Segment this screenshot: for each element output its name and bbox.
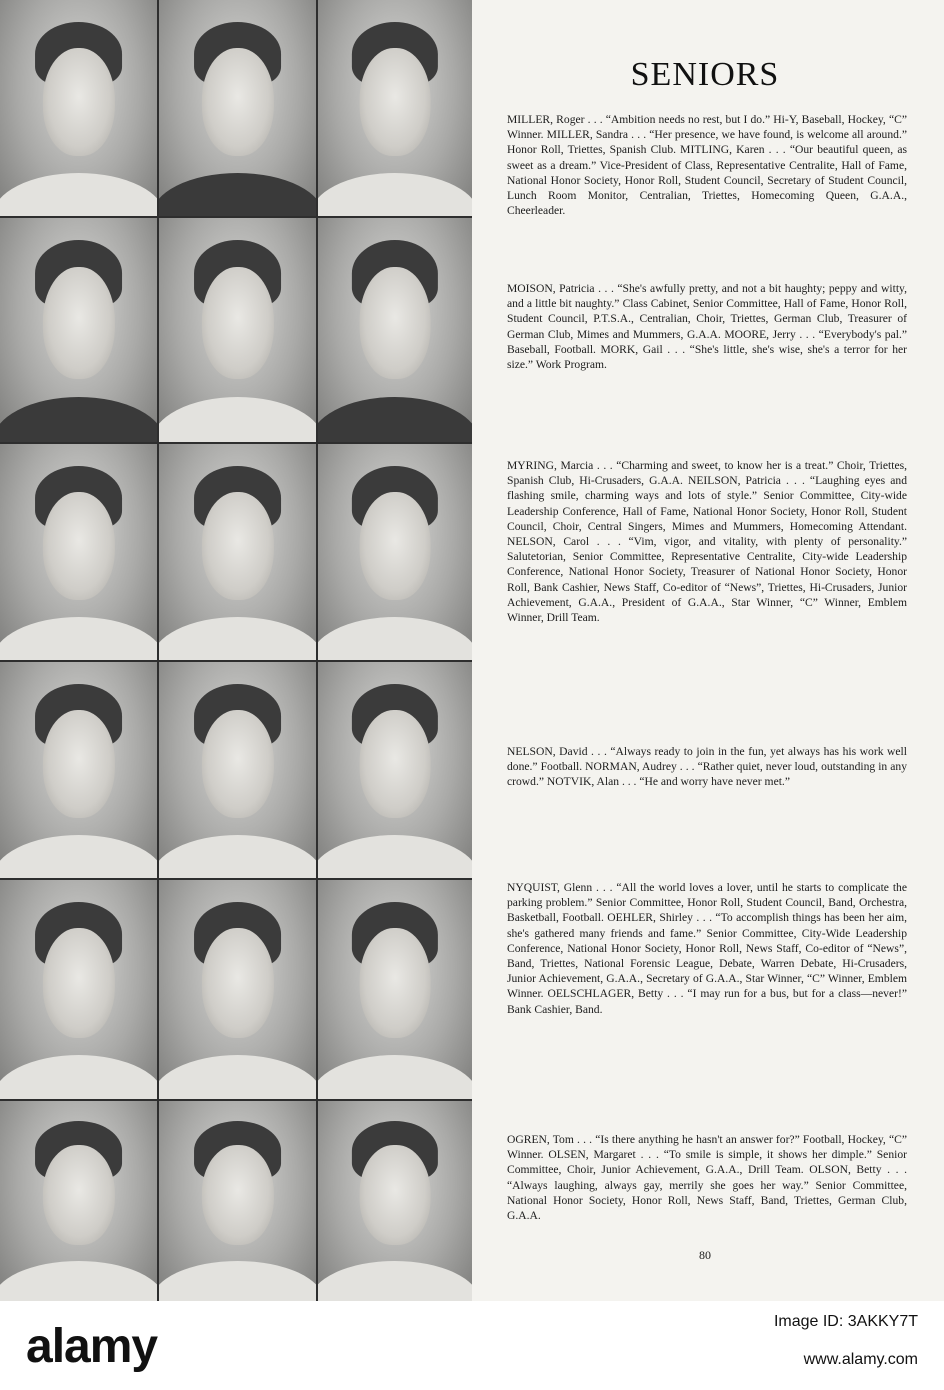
student-portrait [159,880,316,1099]
senior-entry-block: NYQUIST, Glenn . . . “All the world loves a lover, until he starts to complicate the parking problem.” Senior Committee, Honor Roll, Student Council, Band, Orchestra, Basketball, Football. OEHLER, Shirley . . . “To accomplish things has been her aim, she's gathered many friends and fame.” Senior Committee, City-Wide Leadership Conference, National Honor Society, Honor Roll, News Staff, Co-editor of “News”, Band, Triettes, National Forensic League, Debate, Warren Debate, Hi-Crusaders, Junior Achievement, G.A.A., Secretary of G.A.A., Star Winner, “C” Winner, Emblem Winner. OELSCHLAGER, Betty . . . “I may run for a bus, but for a class—never!” Bank Cashier, Band. [507,881,907,1016]
portrait-shoulders [318,617,472,660]
stock-footer [0,1301,944,1390]
portrait-face [360,492,431,600]
student-portrait [0,444,157,660]
portrait-face [42,928,114,1038]
portrait-shoulders [0,1055,157,1099]
portrait-face [360,928,431,1038]
portrait-face [42,492,114,600]
alamy-logo: alamy [26,1320,158,1373]
student-portrait [0,0,157,216]
student-portrait [0,1101,157,1301]
portrait-shoulders [318,835,472,878]
senior-entry-block: OGREN, Tom . . . “Is there anything he hasn't an answer for?” Football, Hockey, “C” Winner. OLSEN, Margaret . . . “To smile is simple, it shows her dimple.” Senior Committee, Choir, Junior Achievement, G.A.A., Drill Team. OLSON, Betty . . . “Always laughing, always gay, merrily she goes her way.” Senior Committee, National Honor Society, Honor Roll, News Staff, Band, Triettes, German Club, G.A.A. [507,1133,907,1223]
student-portrait [318,880,472,1099]
portrait-shoulders [159,1055,316,1099]
portrait-face [360,710,431,818]
portrait-shoulders [159,617,316,660]
portrait-shoulders [318,173,472,216]
portrait-face [201,48,273,156]
student-portrait [159,218,316,442]
portrait-face [360,1145,431,1245]
portrait-face [42,1145,114,1245]
portrait-face [42,267,114,379]
portrait-face [201,1145,273,1245]
portrait-shoulders [0,1261,157,1301]
student-portrait [159,662,316,878]
student-portrait [0,662,157,878]
student-portrait [0,880,157,1099]
student-portrait [318,0,472,216]
student-portrait [0,218,157,442]
portrait-face [42,48,114,156]
page-title: SENIORS [630,56,780,93]
senior-entry-block: NELSON, David . . . “Always ready to join in the fun, yet always has his work well done.” Football. NORMAN, Audrey . . . “Rather quiet, never loud, outstanding in any crowd.” NOTVIK, Alan . . . “He and worry have never met.” [507,745,907,789]
portrait-shoulders [0,397,157,442]
page-number: 80 [699,1248,711,1262]
student-portrait [159,0,316,216]
portrait-shoulders [159,1261,316,1301]
senior-entry-block: MYRING, Marcia . . . “Charming and sweet, to know her is a treat.” Choir, Triettes, Spanish Club, Hi-Crusaders, G.A.A. NEILSON, Patricia . . . “Laughing eyes and flashing smile, charming ways and lots of style.” Senior Committee, City-wide Leadership Conference, Hall of Fame, National Honor Society, Honor Roll, Student Council, Choir, Central Singers, Mimes and Mummers, Homecoming Attendant. NELSON, Carol . . . “Vim, vigor, and vitality, with plenty of personality.” Salutetorian, Senior Committee, Representative Centralite, City-wide Leadership Conference, National Honor Society, Treasurer of National Honor Society, Honor Roll, Bank Cashier, News Staff, Co-editor of “News”, Triettes, Hi-Crusaders, Junior Achievement, G.A.A., President of G.A.A., Star Winner, “C” Winner, Emblem Winner, Drill Team. [507,459,907,625]
portrait-shoulders [159,397,316,442]
student-portrait [159,444,316,660]
student-portrait [159,1101,316,1301]
portrait-face [360,48,431,156]
portrait-face [201,267,273,379]
portrait-shoulders [318,1261,472,1301]
student-portrait [318,444,472,660]
student-portrait [318,1101,472,1301]
portrait-face [201,492,273,600]
image-id-label: Image ID: 3AKKY7T [773,1313,918,1330]
portrait-face [201,710,273,818]
site-url: www.alamy.com [803,1351,918,1368]
portrait-shoulders [159,173,316,216]
portrait-shoulders [318,1055,472,1099]
senior-entry-block: MILLER, Roger . . . “Ambition needs no rest, but I do.” Hi-Y, Baseball, Hockey, “C” Winner. MILLER, Sandra . . . “Her presence, we have found, is welcome all around.” Honor Roll, Triettes, Spanish Club. MITLING, Karen . . . “Our beautiful queen, as sweet as a dream.” Vice-President of Class, Representative Centralite, Hall of Fame, National Honor Society, Honor Roll, Student Council, Secretary of Student Council, Lunch Room Monitor, Centralian, Triettes, Homecoming Queen, G.A.A., Cheerleader. [507,113,907,218]
portrait-shoulders [0,835,157,878]
portrait-shoulders [0,173,157,216]
photo-grid [0,0,472,1301]
student-portrait [318,218,472,442]
senior-entry-block: MOISON, Patricia . . . “She's awfully pretty, and not a bit haughty; peppy and witty, and a little bit naughty.” Class Cabinet, Senior Committee, Hall of Fame, Honor Roll, Student Council, P.T.S.A., Centralian, Choir, Triettes, German Club, Treasurer of German Club, Mimes and Mummers, G.A.A. MOORE, Jerry . . . “Everybody's pal.” Baseball, Football. MORK, Gail . . . “She's little, she's wise, she's a terror for her size.” Work Program. [507,282,907,372]
text-column [495,0,915,1301]
portrait-face [201,928,273,1038]
portrait-shoulders [159,835,316,878]
portrait-face [42,710,114,818]
portrait-face [360,267,431,379]
portrait-shoulders [318,397,472,442]
student-portrait [318,662,472,878]
portrait-shoulders [0,617,157,660]
